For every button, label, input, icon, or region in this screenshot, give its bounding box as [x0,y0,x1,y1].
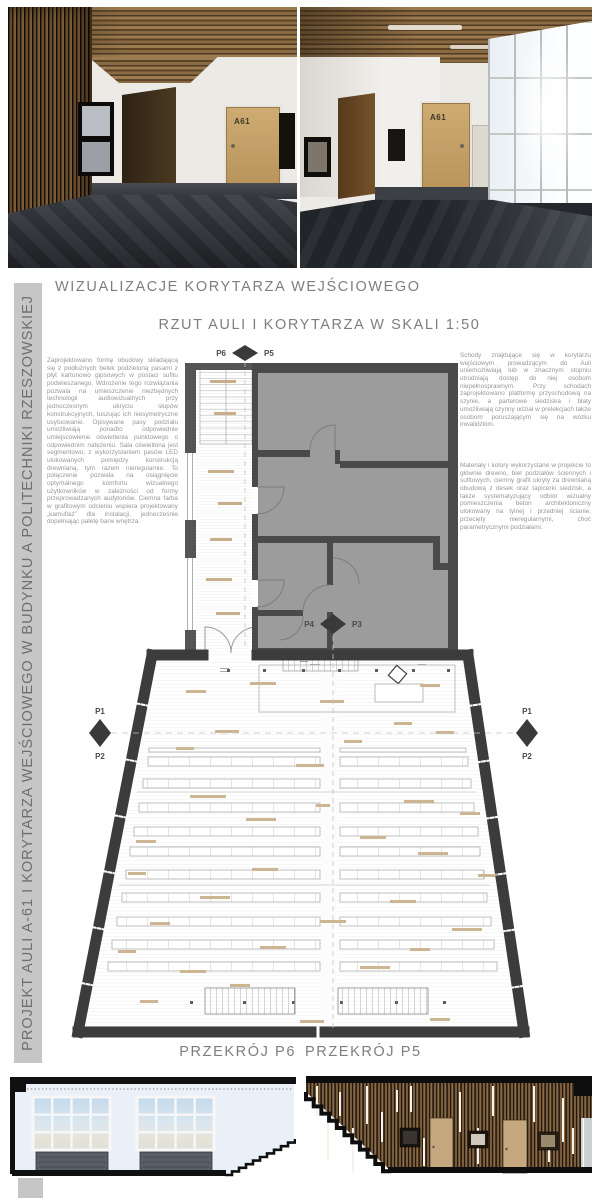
floor-plan [0,338,600,1048]
door-a61 [422,103,470,192]
section-door [503,1120,527,1173]
marker-diamond-p6p5 [232,345,258,361]
door-handle [460,144,464,148]
door-label: A61 [430,113,447,122]
glass-panel [581,1118,592,1168]
section-picture-frame [400,1128,420,1147]
ceiling-light-strip [388,25,462,30]
room-wall-top [252,363,458,373]
section-p5-title: PRZEKRÓJ P5 [305,1044,422,1060]
wood-ceiling-perspective [68,57,238,83]
plan-title: RZUT AULI I KORYTARZA W SKALI 1:50 [158,317,481,333]
marker-label-p3: P3 [352,620,362,629]
exit-stair [338,988,428,1014]
picture-frame [78,102,114,176]
visualizations-title: WIZUALIZACJE KORYTARZA WEJŚCIOWEGO [55,279,421,295]
center-aisle [322,660,338,1027]
picture-photo [82,106,110,136]
section-picture-frame [538,1132,558,1150]
window-glare [512,37,584,187]
sidebar-stub [18,1178,43,1198]
marker-diamond-p1p2-right [516,719,538,747]
picture-photo [308,142,327,172]
marker-label-p1: P1 [522,707,532,716]
picture-frame [388,129,405,161]
section-p5-drawing [300,1065,592,1200]
marker-label-p2: P2 [522,752,532,761]
paragraph-accessibility: Schody znajdujące się w korytarzu wejściowym prowadzącym do Auli uniemożliwiają lub w znacznym stopniu utrudniają dostęp do niej osobom niepełnosprawnym. Przy schodach zaprojektowano platformę przyschodową na szynie, a parterowe siedziska i blaty umożliwiają czynny udział w prelekcjach także osobom poruszającym się na wózku inwalidzkim. [460,352,591,429]
section-p6-drawing [8,1065,296,1200]
stage-platform [283,659,358,671]
section-window [33,1097,110,1150]
corridor-plan [185,363,257,657]
paragraph-design: Zaprojektowano formę obudowy składającą się z podłużnych belek podzieloną pasami z płyt kartonowo gipsowych w postaci sufitu podwieszanego. Wdrożenie tego rozwiązania pozwala na umieszczenie niezbędnych technologii audiowizualnych przy jednoczesnym ukryciu słupów konstrukcyjnych, tuszując ich niesymetryczne usytuowanie. Opisywane pasy podziału umożliwiają ponadto odpowiednie umiejscowienie oświetlenia punktowego o odpowiednim natężeniu. Sala oświetlona jest segmentowo, z wykorzystaniem pasów LED ulokowanych pomiędzy konstrukcją drewnianą, tym razem nieregularnie. To połączenie pozwala na osiągnięcie optymalnego komfortu wizualnego użytkowników w zależności od formy przeprowadzanych audytoriów. Ciemna farba w grafitowym odcieniu wspiera projektowany „kamuflaż” dla instalacji, jednocześnie dopełniając paletę barw wnętrza. [47,357,178,526]
marker-label-p6: P6 [216,349,226,358]
door-handle [231,144,235,148]
radiator-panel [140,1152,212,1172]
stage-table [375,684,423,702]
auditorium-floor [84,660,518,1027]
section-p6-title: PRZEKRÓJ P6 [179,1044,296,1060]
room-wall-right [448,363,458,658]
section-picture-frame [468,1131,488,1148]
door-label: A61 [234,117,251,126]
picture-frame [279,113,295,169]
marker-label-p5: P5 [264,349,274,358]
dark-door [338,93,375,199]
picture-frame [304,137,331,177]
paragraph-materials: Materiały i kolory wykorzystane w projekcie to głównie drewno, biel podziałów ściennych i sufitowych, ciemny grafit ukryty za drewnianą obudową z desek oraz tapicerki siedzisk, a także systematyzujący odbiór wizualny pomieszczenia beton architektoniczny ulokowany na tylnej i przedniej ścianie, przecięty nieregularnymi, choć parametrycznymi podziałami. [460,462,591,531]
vertical-project-title: PROJEKT AULI A-61 I KORYTARZA WEJŚCIOWEGO W BUDYNKU A POLITECHNIKI RZESZOWSKIEJ [20,295,36,1051]
marker-label-p2: P2 [95,752,105,761]
exit-stair [205,988,295,1014]
section-door [430,1118,453,1171]
door-a61 [226,107,280,188]
corridor-render-right [300,7,592,268]
upper-rooms-plan [252,363,458,658]
marker-diamond-p1p2-left [89,719,111,747]
section-window [137,1097,214,1150]
exterior-wall [185,363,196,453]
picture-photo [82,142,110,172]
auditorium-plan [76,655,527,1032]
marker-label-p1: P1 [95,707,105,716]
marker-label-p4: P4 [304,620,314,629]
radiator-panel [36,1152,108,1172]
corridor-render-left [8,7,297,268]
